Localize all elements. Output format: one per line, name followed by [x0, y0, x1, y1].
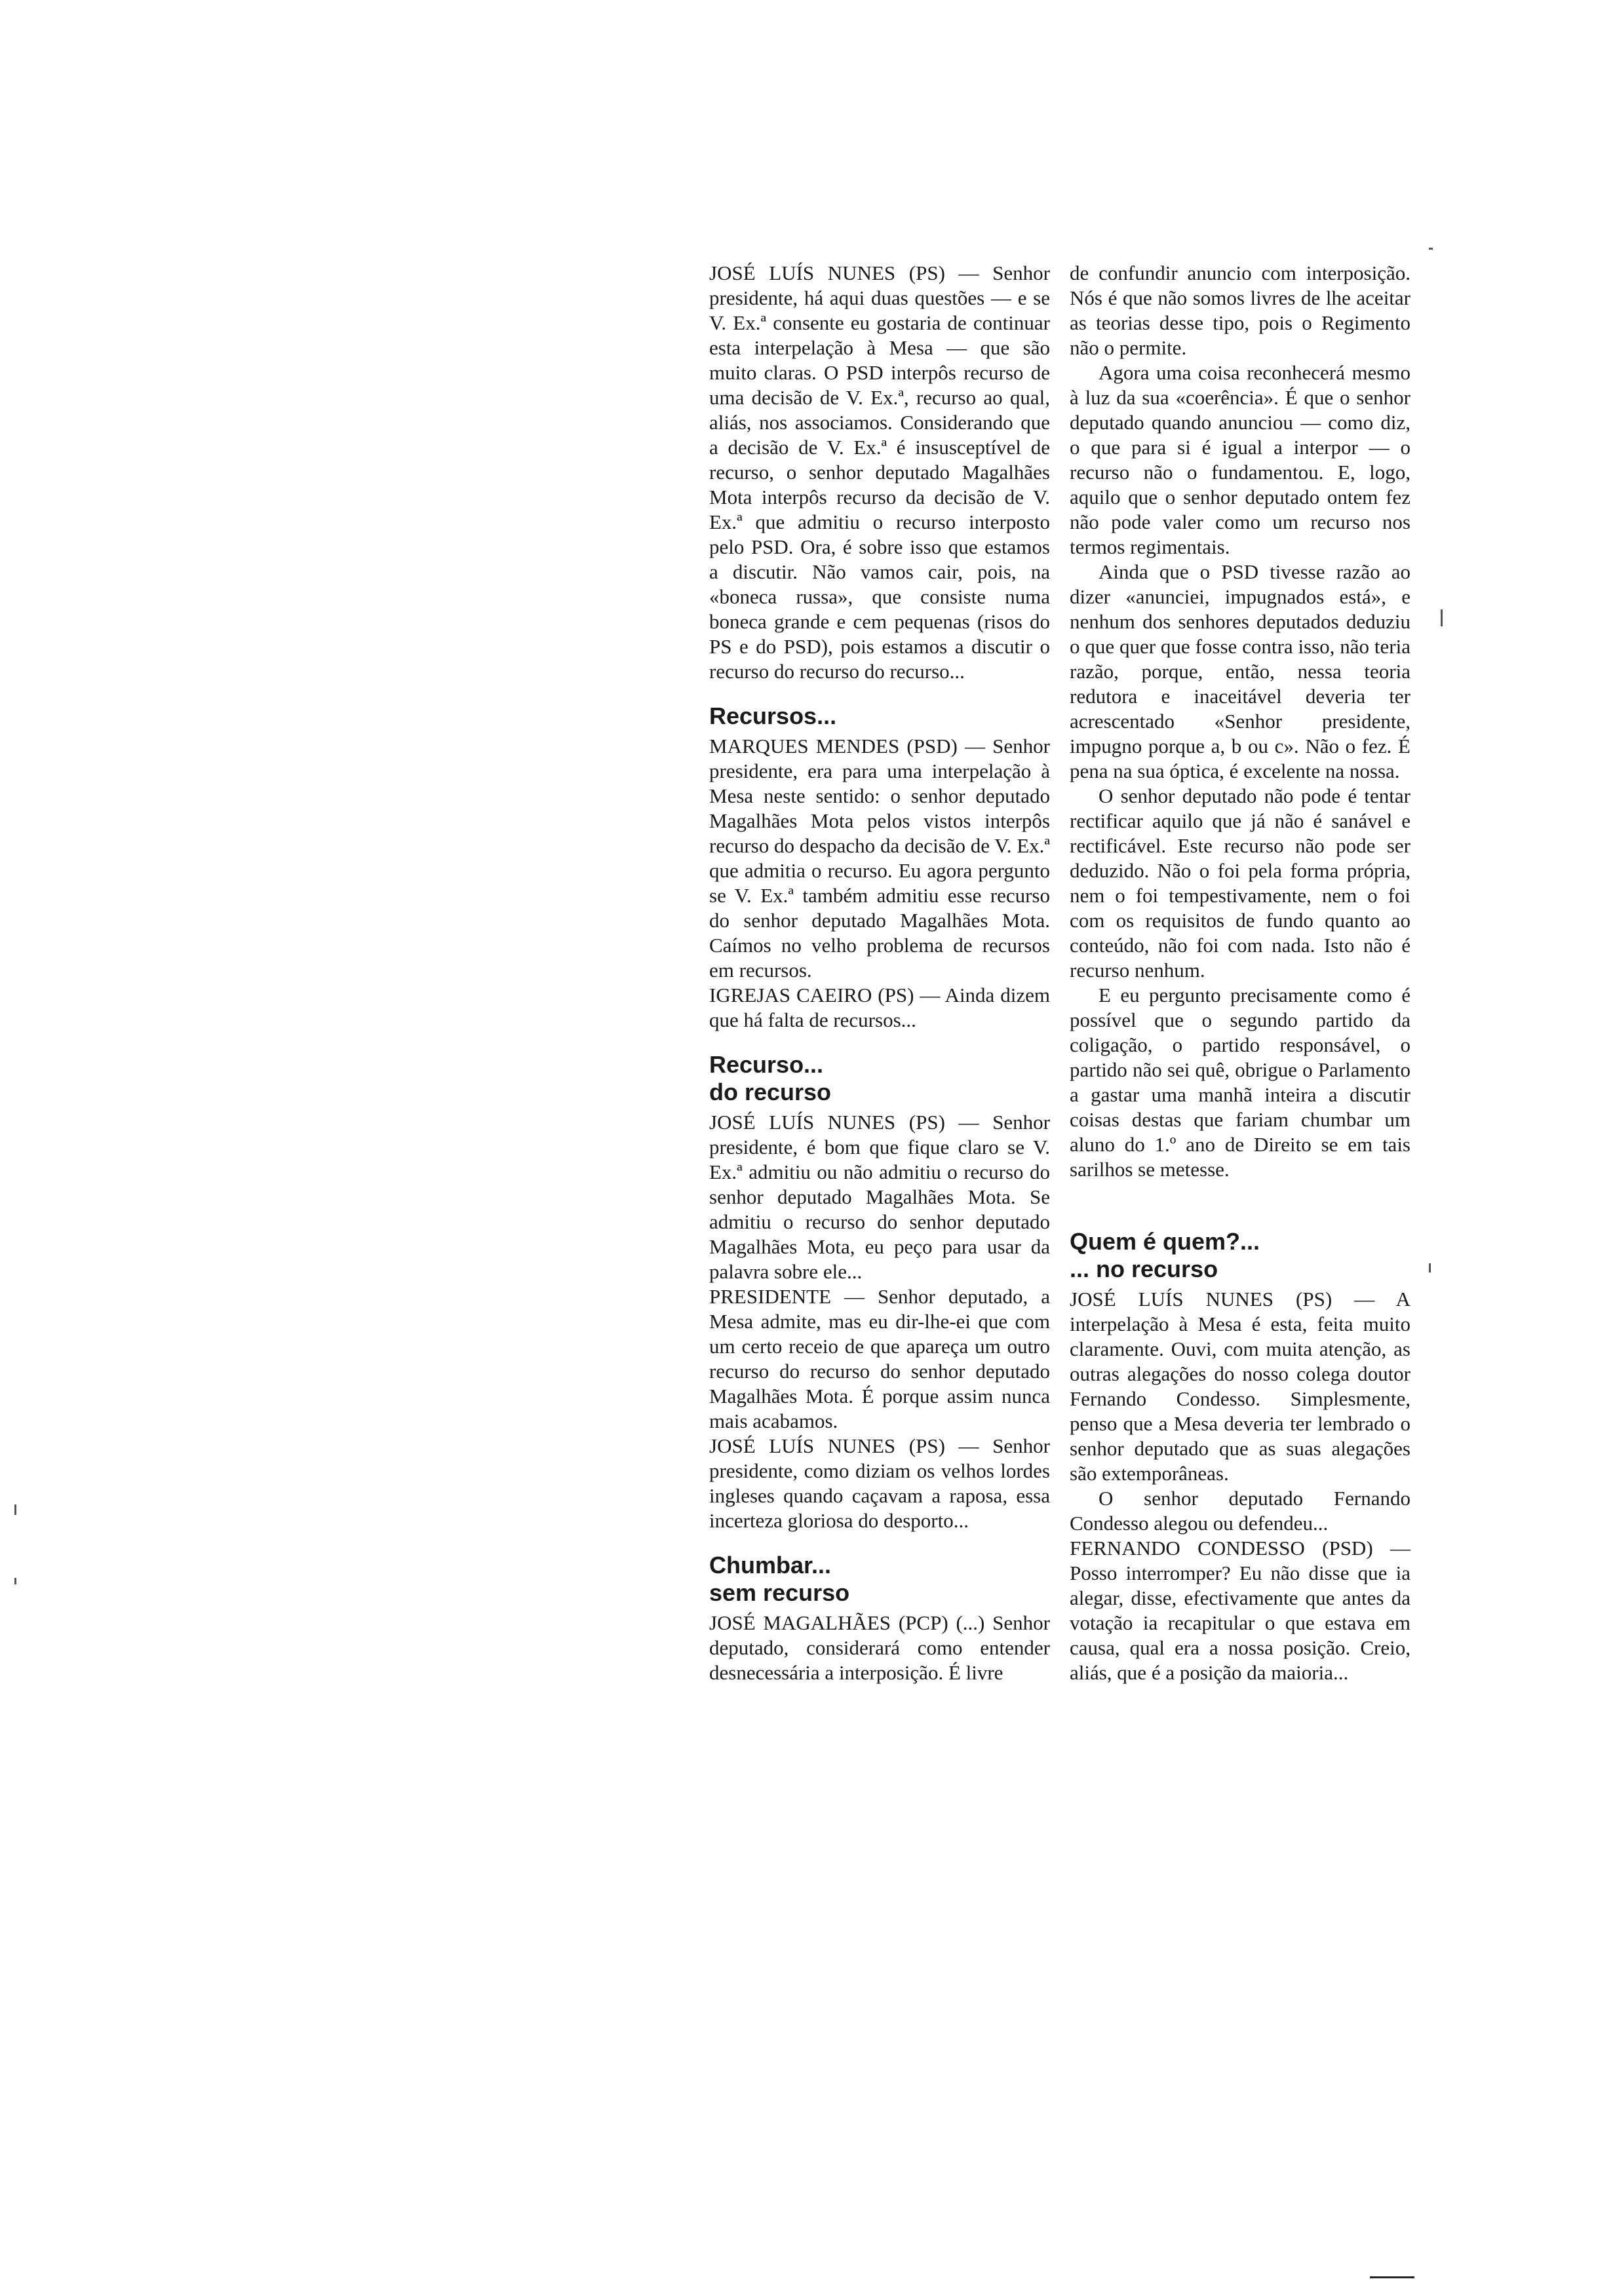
scan-mark — [1429, 1263, 1431, 1272]
paragraph-nunes-4: JOSÉ LUÍS NUNES (PS) — A interpelação à Mesa é esta, feita muito claramente. Ouvi, com muita atenção, as outras alegações do nosso colega doutor Fernando Condesso. Simplesmente, penso que a Mesa deveria ter lembrado o senhor deputado que as suas alegações são extemporâneas. — [1070, 1288, 1411, 1485]
scan-mark — [1441, 609, 1443, 626]
subheading-line-2: do recurso — [709, 1079, 832, 1105]
subheading-line-1: Chumbar... — [709, 1552, 832, 1578]
paragraph-condesso-alegou: O senhor deputado Fernando Condesso alegou ou defendeu... — [1070, 1487, 1411, 1535]
paragraph-nunes-3: JOSÉ LUÍS NUNES (PS) — Senhor presidente, como diziam os velhos lordes ingleses quando caçavam a raposa, essa incerteza gloriosa do desporto... — [709, 1434, 1050, 1532]
subheading-line-2: sem recurso — [709, 1579, 850, 1606]
paragraph-ainda-que: Ainda que o PSD tivesse razão ao dizer «anunciei, impugnados está», e nenhum dos senhores deputados deduziu o que quer que fosse contra isso, não teria razão, porque, então, nessa teoria redutora e inaceitável deveria ter acrescentado «Senhor presidente, impugno porque a, b ou c». Não o fez. É pena na sua óptica, é excelente na nossa. — [1070, 560, 1411, 782]
subheading-line-1: Recurso... — [709, 1051, 824, 1078]
subheading-chumbar — [709, 1552, 1050, 1607]
paragraph-fernando-condesso: FERNANDO CONDESSO (PSD) — Posso interromper? Eu não disse que ia alegar, disse, efectivamente que antes da votação ia recapitular o que estava em causa, qual era a nossa posição. Creio, aliás, que é a posição da maioria... — [1070, 1537, 1411, 1684]
subheading-recurso-do-recurso — [709, 1051, 1050, 1106]
subheading-line-2: ... no recurso — [1070, 1255, 1218, 1282]
paragraph-presidente: PRESIDENTE — Senhor deputado, a Mesa admite, mas eu dir-lhe-ei que com um certo receio de que apareça um outro recurso do recurso do senhor deputado Magalhães Mota. É porque assim nunca mais acabamos. — [709, 1285, 1050, 1432]
paragraph-nunes-2: JOSÉ LUÍS NUNES (PS) — Senhor presidente, é bom que fique claro se V. Ex.ª admitiu ou não admitiu o recurso do senhor deputado Magalhães Mota. Se admitiu o recurso do senhor deputado Magalhães Mota, eu peço para usar da palavra sobre ele... — [709, 1111, 1050, 1283]
spacer — [1070, 1182, 1411, 1210]
subheading-quem-e-quem — [1070, 1228, 1411, 1283]
paragraph-marques-mendes: MARQUES MENDES (PSD) — Senhor presidente, era para uma interpelação à Mesa neste sentido: o senhor deputado Magalhães Mota pelos vistos interpôs recurso do despacho da decisão de V. Ex.ª que admitia o recurso. Eu agora pergunto se V. Ex.ª também admitiu esse recurso do senhor deputado Magalhães Mota. Caímos no velho problema de recursos em recursos. — [709, 735, 1050, 982]
scan-mark — [1429, 248, 1433, 250]
paragraph-jose-magalhaes: JOSÉ MAGALHÃES (PCP) (...) Senhor deputado, considerará como entender desnecessária a interposição. É livre — [709, 1611, 1050, 1684]
left-column — [709, 261, 1050, 1685]
paragraph-igrejas-caeiro: IGREJAS CAEIRO (PS) — Ainda dizem que há falta de recursos... — [709, 984, 1050, 1031]
subheading-recursos-text: Recursos... — [709, 702, 837, 729]
right-column — [1070, 261, 1411, 1685]
scan-mark — [14, 1504, 16, 1515]
bottom-rule — [1370, 2276, 1414, 2278]
paragraph-coerencia: Agora uma coisa reconhecerá mesmo à luz da sua «coerência». É que o senhor deputado quando anunciou — como diz, o que para si é igual a interpor — o recurso não o fundamentou. E, logo, aquilo que o senhor deputado ontem fez não pode valer como um recurso nos termos regimentais. — [1070, 361, 1411, 558]
paragraph-nao-pode: O senhor deputado não pode é tentar rectificar aquilo que já não é sanável e rectificável. Este recurso não pode ser deduzido. Não o foi pela forma própria, nem o foi tempestivamente, nem o foi com os requisitos de fundo quanto ao conteúdo, não foi com nada. Isto não é recurso nenhum. — [1070, 784, 1411, 982]
subheading-recursos — [709, 702, 1050, 730]
subheading-line-1: Quem é quem?... — [1070, 1228, 1260, 1255]
paragraph-pergunto: E eu pergunto precisamente como é possível que o segundo partido da coligação, o partido responsável, o partido não sei quê, obrigue o Parlamento a gastar uma manhã inteira a discutir coisas destas que fariam chumbar um aluno do 1.º ano de Direito se em tais sarilhos se metesse. — [1070, 984, 1411, 1181]
paragraph-continuation: de confundir anuncio com interposição. Nós é que não somos livres de lhe aceitar as teorias desse tipo, pois o Regimento não o permite. — [1070, 261, 1411, 359]
scan-mark — [14, 1578, 16, 1584]
paragraph-nunes-1: JOSÉ LUÍS NUNES (PS) — Senhor presidente, há aqui duas questões — e se V. Ex.ª consente eu gostaria de continuar esta interpelação à Mesa — que são muito claras. O PSD interpôs recurso de uma decisão de V. Ex.ª, recurso ao qual, aliás, nos associamos. Considerando que a decisão de V. Ex.ª é insusceptível de recurso, o senhor deputado Magalhães Mota interpôs recurso da decisão de V. Ex.ª que admitiu o recurso interposto pelo PSD. Ora, é sobre isso que estamos a discutir. Não vamos cair, pois, na «boneca russa», que consiste numa boneca grande e cem pequenas (risos do PS e do PSD), pois estamos a discutir o recurso do recurso do recurso... — [709, 261, 1050, 683]
